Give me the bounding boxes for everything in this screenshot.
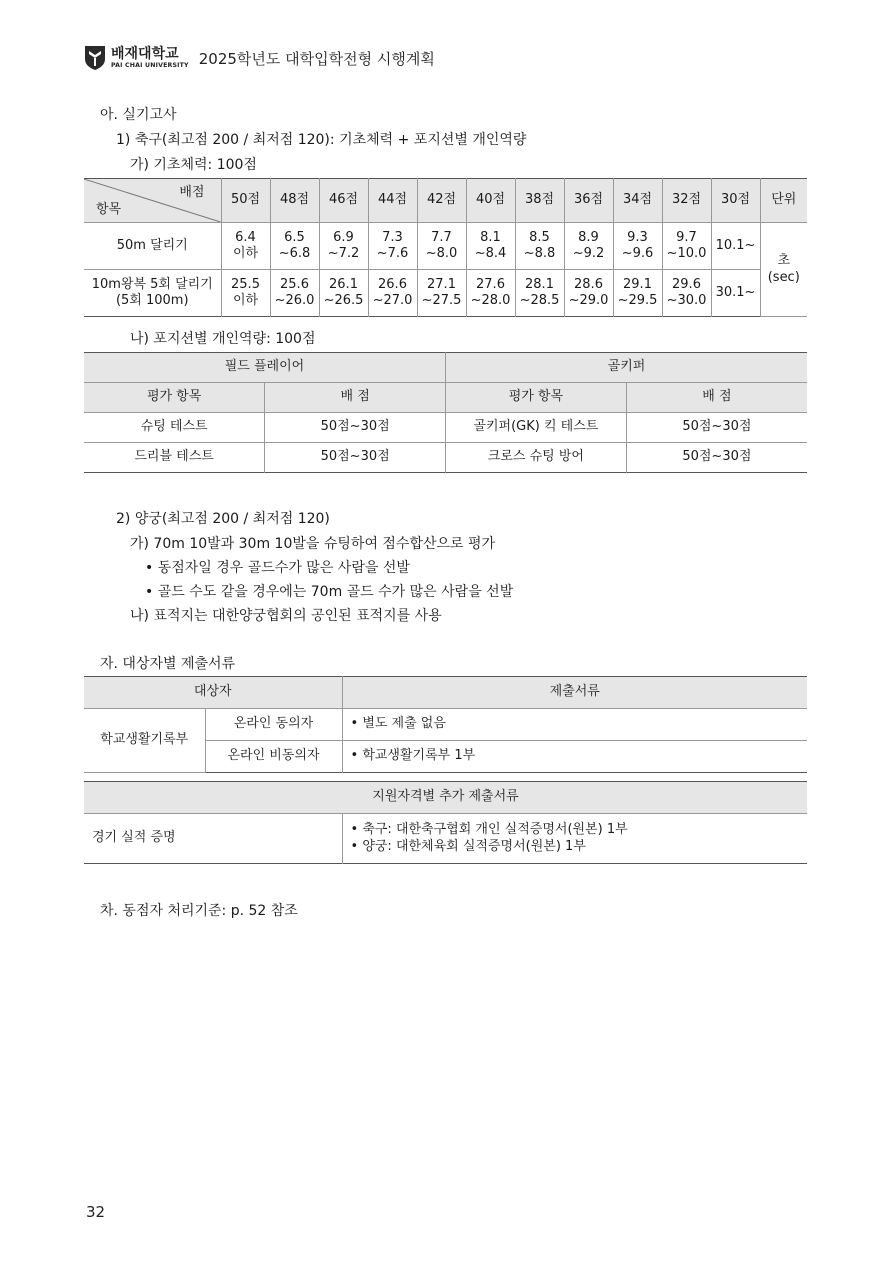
- fitness-value-cell: 6.9 ~7.2: [319, 223, 368, 270]
- score-header: 50점: [221, 179, 270, 223]
- corner-header-cell: [84, 179, 221, 223]
- score-header: 34점: [613, 179, 662, 223]
- score-header: 38점: [515, 179, 564, 223]
- target-cell: 학교생활기록부: [84, 709, 205, 773]
- extra-docs-detail: • 축구: 대한축구협회 개인 실적증명서(원본) 1부 • 양궁: 대한체육회 실적증명서(원본) 1부: [342, 814, 807, 864]
- consent-type-cell: 온라인 동의자: [205, 709, 342, 741]
- eval-item-cell: 슈팅 테스트: [84, 413, 265, 443]
- fitness-value-cell: 8.5 ~8.8: [515, 223, 564, 270]
- score-cell: 50점~30점: [265, 443, 446, 473]
- position-skill-heading: 나) 포지션별 개인역량: 100점: [130, 331, 316, 347]
- archery-heading: 2) 양궁(최고점 200 / 최저점 120): [116, 511, 330, 527]
- score-header: 30점: [711, 179, 760, 223]
- score-header: 44점: [368, 179, 417, 223]
- position-skill-table: [84, 352, 807, 473]
- documents-heading: 자. 대상자별 제출서류: [100, 656, 236, 672]
- eval-item-cell: 골키퍼(GK) 킥 테스트: [446, 413, 627, 443]
- score-cell: 50점~30점: [265, 413, 446, 443]
- eval-item-cell: 크로스 슈팅 방어: [446, 443, 627, 473]
- unit-header: 단위: [760, 179, 807, 223]
- archery-item-b: 나) 표적지는 대한양궁협회의 공인된 표적지를 사용: [130, 608, 442, 624]
- extra-docs-item: 경기 실적 증명: [84, 814, 342, 864]
- goalkeeper-header: 골키퍼: [446, 353, 808, 383]
- fitness-value-cell: 27.6 ~28.0: [466, 270, 515, 317]
- fitness-value-cell: 26.1 ~26.5: [319, 270, 368, 317]
- fitness-value-cell: 28.1 ~28.5: [515, 270, 564, 317]
- page-header: [84, 42, 435, 74]
- fitness-value-cell: 26.6 ~27.0: [368, 270, 417, 317]
- logo-korean-text: 배재대학교: [111, 45, 179, 62]
- football-heading: 1) 축구(최고점 200 / 최저점 120): 기초체력 + 포지션별 개인역량: [116, 132, 527, 148]
- tie-rule-heading: 차. 동점자 처리기준: p. 52 참조: [100, 903, 298, 919]
- score-header: 36점: [564, 179, 613, 223]
- corner-score-label: 배점: [179, 185, 205, 200]
- archery-item-a: 가) 70m 10발과 30m 10발을 슈팅하여 점수합산으로 평가: [130, 536, 496, 552]
- fitness-value-cell: 8.1 ~8.4: [466, 223, 515, 270]
- eval-item-cell: 드리블 테스트: [84, 443, 265, 473]
- fitness-value-cell: 6.4 이하: [221, 223, 270, 270]
- fitness-value-cell: 10.1~: [711, 223, 760, 270]
- required-docs-cell: • 학교생활기록부 1부: [342, 741, 807, 773]
- archery-bullet-2: • 골드 수도 같을 경우에는 70m 골드 수가 많은 사람을 선발: [145, 584, 514, 600]
- extra-documents-table: [84, 781, 807, 864]
- corner-item-label: 항목: [96, 201, 122, 217]
- document-title: 2025학년도 대학입학전형 시행계획: [198, 49, 435, 68]
- fitness-value-cell: 25.6 ~26.0: [270, 270, 319, 317]
- fitness-item-cell: 10m왕복 5회 달리기 (5회 100m): [84, 270, 221, 317]
- fitness-score-table: [84, 178, 807, 317]
- university-logo: [84, 45, 189, 71]
- consent-type-cell: 온라인 비동의자: [205, 741, 342, 773]
- fitness-value-cell: 7.7 ~8.0: [417, 223, 466, 270]
- fitness-value-cell: 6.5 ~6.8: [270, 223, 319, 270]
- fitness-value-cell: 30.1~: [711, 270, 760, 317]
- documents-table: [84, 676, 807, 773]
- archery-bullet-1: • 동점자일 경우 골드수가 많은 사람을 선발: [145, 560, 410, 576]
- fitness-value-cell: 9.7 ~10.0: [662, 223, 711, 270]
- score-header: 배 점: [626, 383, 807, 413]
- eval-item-header: 평가 항목: [446, 383, 627, 413]
- fitness-value-cell: 29.6 ~30.0: [662, 270, 711, 317]
- shield-logo-icon: [84, 45, 106, 71]
- section-practical-exam: 아. 실기고사: [100, 107, 177, 123]
- score-header: 46점: [319, 179, 368, 223]
- fitness-value-cell: 28.6 ~29.0: [564, 270, 613, 317]
- docs-header: 제출서류: [342, 677, 807, 709]
- score-header: 32점: [662, 179, 711, 223]
- unit-cell: 초 (sec): [760, 223, 807, 317]
- score-cell: 50점~30점: [626, 443, 807, 473]
- fitness-item-cell: 50m 달리기: [84, 223, 221, 270]
- fitness-value-cell: 27.1 ~27.5: [417, 270, 466, 317]
- fitness-value-cell: 25.5 이하: [221, 270, 270, 317]
- score-header: 42점: [417, 179, 466, 223]
- fitness-value-cell: 8.9 ~9.2: [564, 223, 613, 270]
- eval-item-header: 평가 항목: [84, 383, 265, 413]
- required-docs-cell: • 별도 제출 없음: [342, 709, 807, 741]
- score-header: 배 점: [265, 383, 446, 413]
- page-number: 32: [86, 1203, 106, 1221]
- target-header: 대상자: [84, 677, 342, 709]
- score-header: 48점: [270, 179, 319, 223]
- score-cell: 50점~30점: [626, 413, 807, 443]
- score-header: 40점: [466, 179, 515, 223]
- extra-docs-header: 지원자격별 추가 제출서류: [84, 782, 807, 814]
- logo-english-text: PAI CHAI UNIVERSITY: [111, 61, 189, 69]
- field-player-header: 필드 플레이어: [84, 353, 446, 383]
- fitness-value-cell: 9.3 ~9.6: [613, 223, 662, 270]
- basic-fitness-heading: 가) 기초체력: 100점: [130, 157, 257, 173]
- fitness-value-cell: 7.3 ~7.6: [368, 223, 417, 270]
- fitness-value-cell: 29.1 ~29.5: [613, 270, 662, 317]
